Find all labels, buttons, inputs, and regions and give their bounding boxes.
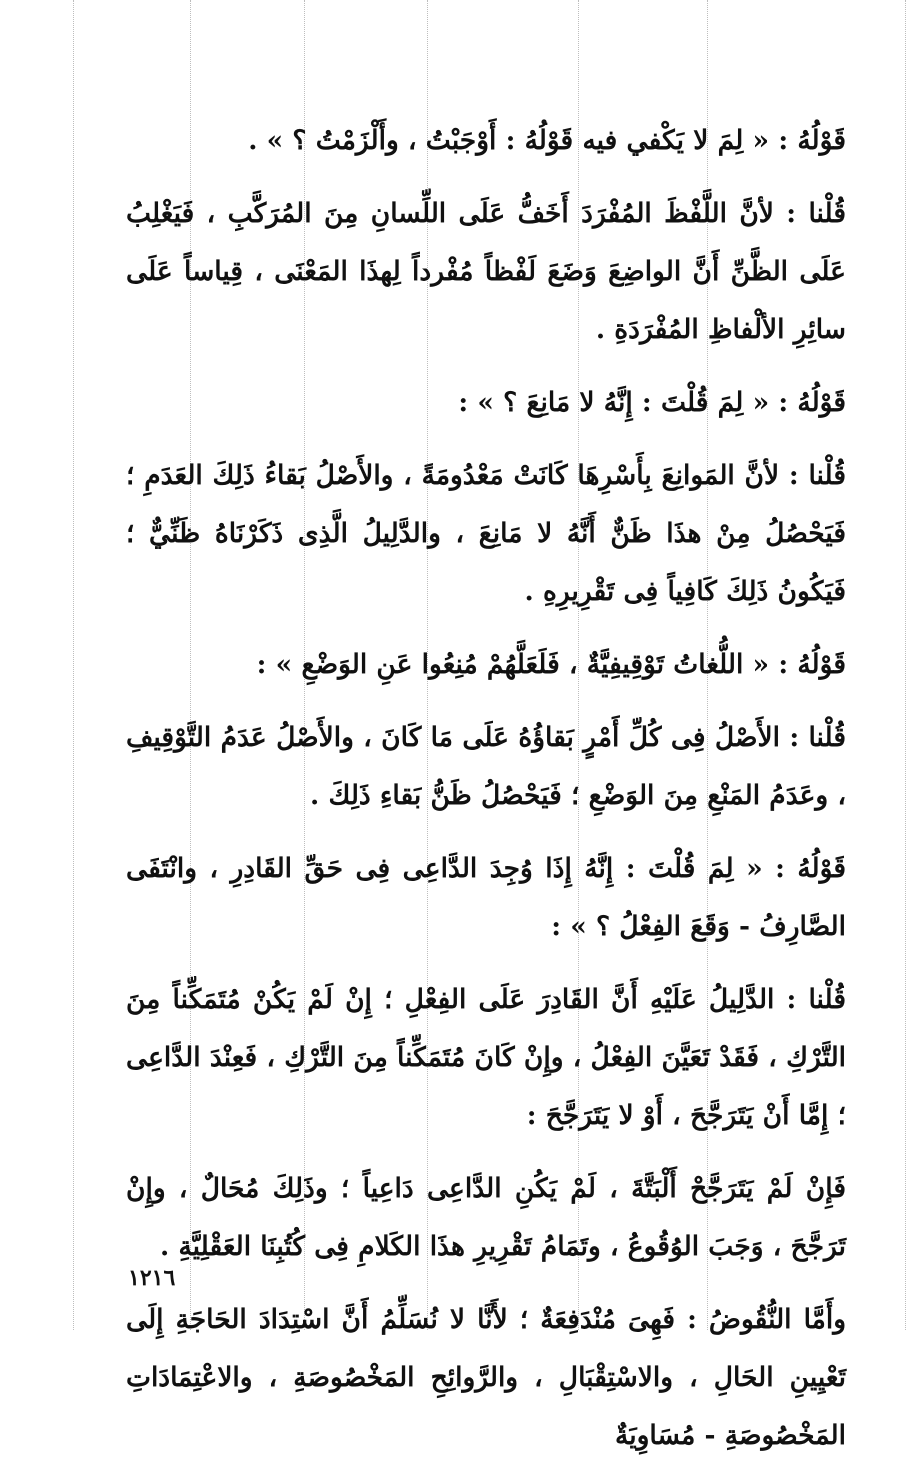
margin-guide-line — [73, 0, 74, 1330]
paragraph-qawluhu-3: قَوْلُهُ : « اللُّغاتُ تَوْقِيفِيَّةٌ ، فَلَعَلَّهُمْ مُنِعُوا عَنِ الوَضْعِ » : — [256, 649, 846, 680]
paragraph-qulna-2: قُلْنا : لأنَّ المَوانِعَ بِأَسْرِهَا كَانَتْ مَعْدُومَةً ، والأَصْلُ بَقاءُ ذَلِكَ العَدَمِ ؛ فَيَحْصُلُ مِنْ هذَا ظَنٌّ أَنَّهُ لا مَانِعَ ، والدَّلِيلُ الَّذِى ذَكَرْنَاهُ ظَنِّيٌّ ؛ فَيَكُونُ ذَلِكَ كَافِياً فِى تَقْرِيرِهِ . — [126, 460, 846, 607]
paragraph-fa-in-lam: فَإِنْ لَمْ يَتَرَجَّحْ أَلْبَتَّةَ ، لَمْ يَكُنِ الدَّاعِى دَاعِياً ؛ وذَلِكَ مُحَالٌ ، وإِنْ تَرَجَّحَ ، وَجَبَ الوُقُوعُ ، وتَمَامُ تَقْرِيرِ هذَا الكَلامِ فِى كُتُبِنَا العَقْلِيَّةِ . — [126, 1173, 846, 1262]
paragraph-wa-amma: وأَمَّا النُّقُوضُ : فَهِىَ مُنْدَفِعَةٌ ؛ لأَنَّا لا نُسَلِّمُ أَنَّ اسْتِدَادَ الحَاجَةِ إِلَى تَعْيِينِ الحَالِ ، والاسْتِقْبَالِ ، والرَّوائِحِ المَخْصُوصَةِ ، والاعْتِمَادَاتِ المَخْصُوصَةِ - مُسَاوِيَةٌ — [126, 1304, 846, 1451]
page-body — [126, 112, 846, 1465]
paragraph-qawluhu-4: قَوْلُهُ : « لِمَ قُلْتَ : إِنَّهُ إِذَا وُجِدَ الدَّاعِى فِى حَقِّ القَادِرِ ، وانْتَفَى الصَّارِفُ - وَقَعَ الفِعْلُ ؟ » : — [126, 853, 846, 942]
paragraph-qulna-1: قُلْنا : لأنَّ اللَّفْظَ المُفْرَدَ أَخَفُّ عَلَى اللِّسانِ مِنَ المُرَكَّبِ ، فَيَغْلِبُ عَلَى الظَّنِّ أَنَّ الواضِعَ وَضَعَ لَفْظاً مُفْرداً لِهذَا المَعْنَى ، قِياساً عَلَى سائِرِ الألْفاظِ المُفْرَدَةِ . — [126, 198, 846, 345]
paragraph-qulna-4: قُلْنا : الدَّلِيلُ عَلَيْهِ أَنَّ القَادِرَ عَلَى الفِعْلِ ؛ إِنْ لَمْ يَكُنْ مُتَمَكِّناً مِنَ التَّرْكِ ، فَقَدْ تَعَيَّنَ الفِعْلُ ، وإِنْ كَانَ مُتَمَكِّناً مِنَ التَّرْكِ ، فَعِنْدَ الدَّاعِى ؛ إِمَّا أَنْ يَتَرَجَّحَ ، أَوْ لا يَتَرَجَّحَ : — [126, 984, 846, 1131]
margin-guide-line — [905, 0, 906, 1330]
paragraph-qawluhu-1: قَوْلُهُ : « لِمَ لا يَكْفي فيه قَوْلُهُ : أَوْجَبْتُ ، وأَلْزَمْتُ ؟ » . — [248, 125, 846, 156]
page-number: ١٢١٦ — [128, 1265, 176, 1291]
paragraph-qawluhu-2: قَوْلُهُ : « لِمَ قُلْتَ : إِنَّهُ لا مَانِعَ ؟ » : — [458, 387, 846, 418]
paragraph-qulna-3: قُلْنا : الأَصْلُ فِى كُلِّ أَمْرٍ بَقاؤُهُ عَلَى مَا كَانَ ، والأَصْلُ عَدَمُ التَّوْقِيفِ ، وعَدَمُ المَنْعِ مِنَ الوَضْعِ ؛ فَيَحْصُلُ ظَنُّ بَقاءِ ذَلِكَ . — [126, 722, 846, 811]
